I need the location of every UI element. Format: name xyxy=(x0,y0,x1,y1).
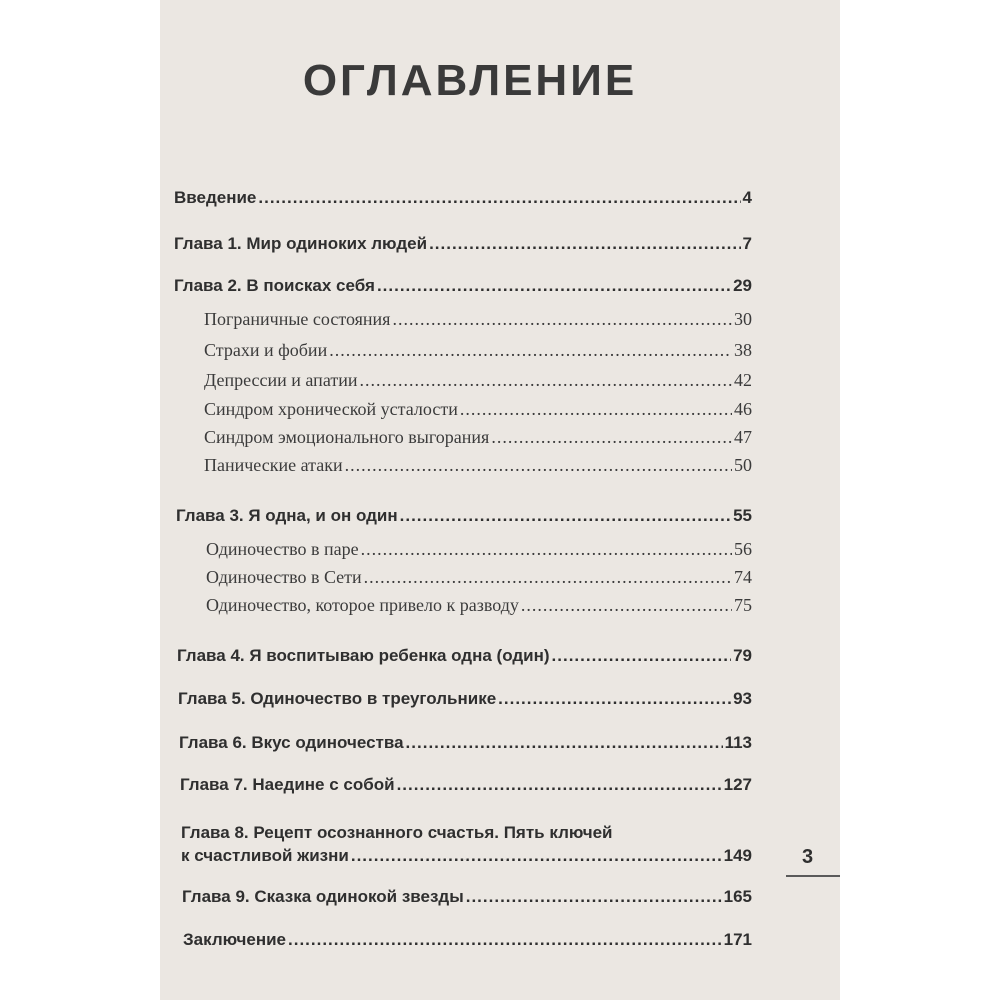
toc-entry-label: Синдром эмоционального выгорания xyxy=(204,427,490,447)
toc-entry-conclusion xyxy=(183,930,752,950)
toc-entry-page: 55 xyxy=(733,506,752,525)
toc-entry-chapter-8-title: Глава 8. Рецепт осознанного счастья. Пять ключей xyxy=(181,823,613,842)
toc-entry-label: Глава 9. Сказка одинокой звезды xyxy=(182,887,464,906)
toc-entry-chapter-3 xyxy=(176,506,752,526)
toc-entry-chapter-4 xyxy=(177,646,752,666)
dot-leader xyxy=(364,567,732,588)
toc-subentry xyxy=(206,539,752,560)
toc-entry-page: 93 xyxy=(733,689,752,708)
toc-subentry xyxy=(204,399,752,420)
toc-entry-label: Глава 7. Наедине с собой xyxy=(180,775,395,794)
toc-entry-label: Глава 4. Я воспитываю ребенка одна (один) xyxy=(177,646,550,665)
folio-rule xyxy=(786,875,840,877)
toc-subentry xyxy=(204,340,752,361)
toc-entry-page: 38 xyxy=(734,340,752,360)
toc-entry-chapter-2 xyxy=(174,276,752,296)
toc-entry-label: Глава 3. Я одна, и он один xyxy=(176,506,398,525)
toc-entry-chapter-9 xyxy=(182,887,752,907)
toc-subentry xyxy=(206,567,752,588)
toc-entry-page: 74 xyxy=(734,567,752,587)
dot-leader xyxy=(392,309,732,330)
toc-entry-label: Заключение xyxy=(183,930,286,949)
toc-entry-label: Одиночество, которое привело к разводу xyxy=(206,595,519,615)
toc-subentry xyxy=(204,370,752,391)
page-title: ОГЛАВЛЕНИЕ xyxy=(302,56,638,105)
toc-entry-label: Глава 2. В поисках себя xyxy=(174,276,375,295)
toc-entry-page: 4 xyxy=(742,188,752,207)
toc-entry-label: Глава 1. Мир одиноких людей xyxy=(174,234,428,253)
page-number: 3 xyxy=(802,846,814,868)
toc-entry-page: 171 xyxy=(723,930,752,949)
dot-leader xyxy=(359,370,732,391)
dot-leader xyxy=(400,506,731,526)
toc-entry-page: 75 xyxy=(734,595,752,615)
toc-entry-chapter-5 xyxy=(178,689,752,709)
toc-entry-page: 149 xyxy=(723,846,752,865)
toc-entry-label: Депрессии и апатии xyxy=(204,370,358,390)
toc-entry-page: 47 xyxy=(734,427,752,447)
dot-leader xyxy=(397,775,722,795)
toc-entry-label: Панические атаки xyxy=(204,455,343,475)
dot-leader xyxy=(351,846,722,866)
toc-entry-label: Пограничные состояния xyxy=(204,309,391,329)
toc-entry-page: 56 xyxy=(734,539,752,559)
toc-entry-page: 50 xyxy=(734,455,752,475)
toc-entry-page: 29 xyxy=(733,276,752,295)
toc-entry-page: 42 xyxy=(734,370,752,390)
toc-entry-label: Синдром хронической усталости xyxy=(204,399,458,419)
dot-leader xyxy=(329,340,732,361)
dot-leader xyxy=(552,646,732,666)
toc-subentry xyxy=(204,309,752,330)
dot-leader xyxy=(429,234,740,254)
dot-leader xyxy=(258,188,740,208)
toc-entry-page: 7 xyxy=(742,234,752,253)
dot-leader xyxy=(466,887,722,907)
toc-subentry xyxy=(204,427,752,448)
toc-entry-chapter-8 xyxy=(181,846,752,866)
toc-entry-page: 127 xyxy=(723,775,752,794)
dot-leader xyxy=(345,455,732,476)
toc-entry-chapter-6 xyxy=(179,733,752,753)
toc-entry-label: Одиночество в паре xyxy=(206,539,359,559)
dot-leader xyxy=(491,427,732,448)
toc-entry-page: 30 xyxy=(734,309,752,329)
toc-subentry xyxy=(204,455,752,476)
dot-leader xyxy=(377,276,731,296)
toc-entry-label: Одиночество в Сети xyxy=(206,567,362,587)
toc-entry-page: 46 xyxy=(734,399,752,419)
toc-entry-chapter-7 xyxy=(180,775,752,795)
toc-entry-page: 165 xyxy=(723,887,752,906)
dot-leader xyxy=(361,539,732,560)
toc-entry-page: 79 xyxy=(733,646,752,665)
toc-entry-label: Глава 6. Вкус одиночества xyxy=(179,733,404,752)
dot-leader xyxy=(498,689,731,709)
toc-entry-page: 113 xyxy=(724,733,752,752)
toc-entry-label: Глава 5. Одиночество в треугольнике xyxy=(178,689,497,708)
toc-entry-label: Страхи и фобии xyxy=(204,340,328,360)
toc-entry-chapter-1 xyxy=(174,234,752,254)
toc-subentry xyxy=(206,595,752,616)
dot-leader xyxy=(406,733,723,753)
toc-entry-label: к счастливой жизни xyxy=(181,846,349,865)
toc-entry-introduction xyxy=(174,188,752,208)
dot-leader xyxy=(460,399,732,420)
dot-leader xyxy=(521,595,732,616)
toc-entry-label: Введение xyxy=(174,188,257,207)
dot-leader xyxy=(288,930,722,950)
